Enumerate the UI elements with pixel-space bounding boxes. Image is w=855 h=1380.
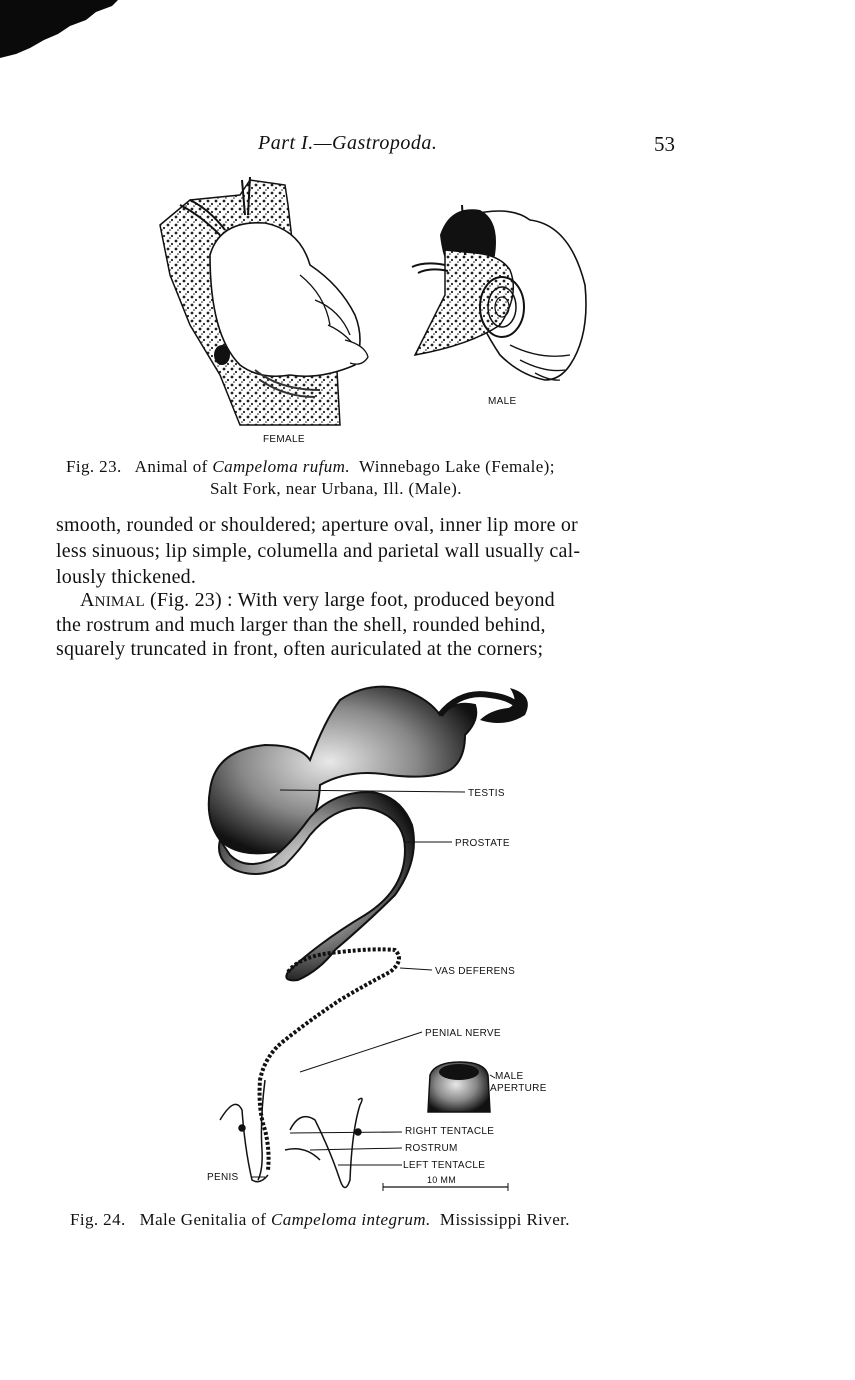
figure-24-caption [70,1210,570,1230]
rostrum-label: ROSTRUM [405,1143,458,1154]
body-line-6: squarely truncated in front, often auriculated at the corners; [56,638,544,660]
body-line-3: lously thickened. [56,566,197,588]
male-snail-drawing [412,205,586,407]
figure-24-caption-post: Mississippi River. [439,1210,570,1229]
figure-23-caption-line-2: Salt Fork, near Urbana, Ill. (Male). [210,479,462,498]
page-number: 53 [654,132,675,156]
female-snail-drawing [160,177,368,445]
figure-23-illustration [150,175,610,450]
animal-heading-cap: A [80,589,95,611]
figure-23-caption-line-1 [66,457,555,477]
figure-23-caption-post: Winnebago Lake (Female); [359,457,555,476]
vas-deferens-label: VAS DEFERENS [435,966,516,977]
prostate-label: PROSTATE [455,838,510,849]
left-tentacle-label: LEFT TENTACLE [403,1160,486,1171]
animal-heading-rest: NIMAL [94,594,145,610]
male-aperture-label-1: MALE [495,1071,524,1082]
figure-24-caption-pre: Male Genitalia of [139,1210,267,1229]
figure-23-species: Campeloma rufum. [212,457,351,476]
figure-23-caption-pre: Animal of [134,457,208,476]
vas-deferens-drawing [258,949,399,1180]
head-tentacles-drawing [220,1098,362,1187]
figure-24-illustration [190,680,570,1200]
scale-bar [383,1175,508,1191]
body-line-5: the rostrum and much larger than the shell, rounded behind, [56,614,546,636]
figure-23-number: Fig. 23. [66,457,122,476]
penial-nerve-label: PENIAL NERVE [425,1028,501,1039]
female-label: FEMALE [263,434,305,445]
body-line-1: smooth, rounded or shouldered; aperture oval, inner lip more or [56,514,578,536]
testis-drawing [209,687,528,854]
testis-label: TESTIS [468,788,505,799]
scale-bar-label: 10 MM [427,1175,457,1185]
penis-label: PENIS [207,1172,239,1183]
page-corner-tear [0,0,130,70]
running-title: Part I.—Gastropoda. [258,132,438,154]
body-line-4 [80,588,555,615]
body-line-4-rest: (Fig. 23) : With very large foot, produced beyond [150,589,555,611]
male-label: MALE [488,396,517,407]
right-tentacle-label: RIGHT TENTACLE [405,1126,495,1137]
figure-24-number: Fig. 24. [70,1210,126,1229]
figure-24-species: Campeloma integrum. [270,1210,431,1229]
body-line-2: less sinuous; lip simple, columella and parietal wall usually cal- [56,540,581,562]
male-aperture-label-2: APERTURE [490,1083,547,1094]
male-aperture-drawing [428,1062,490,1112]
